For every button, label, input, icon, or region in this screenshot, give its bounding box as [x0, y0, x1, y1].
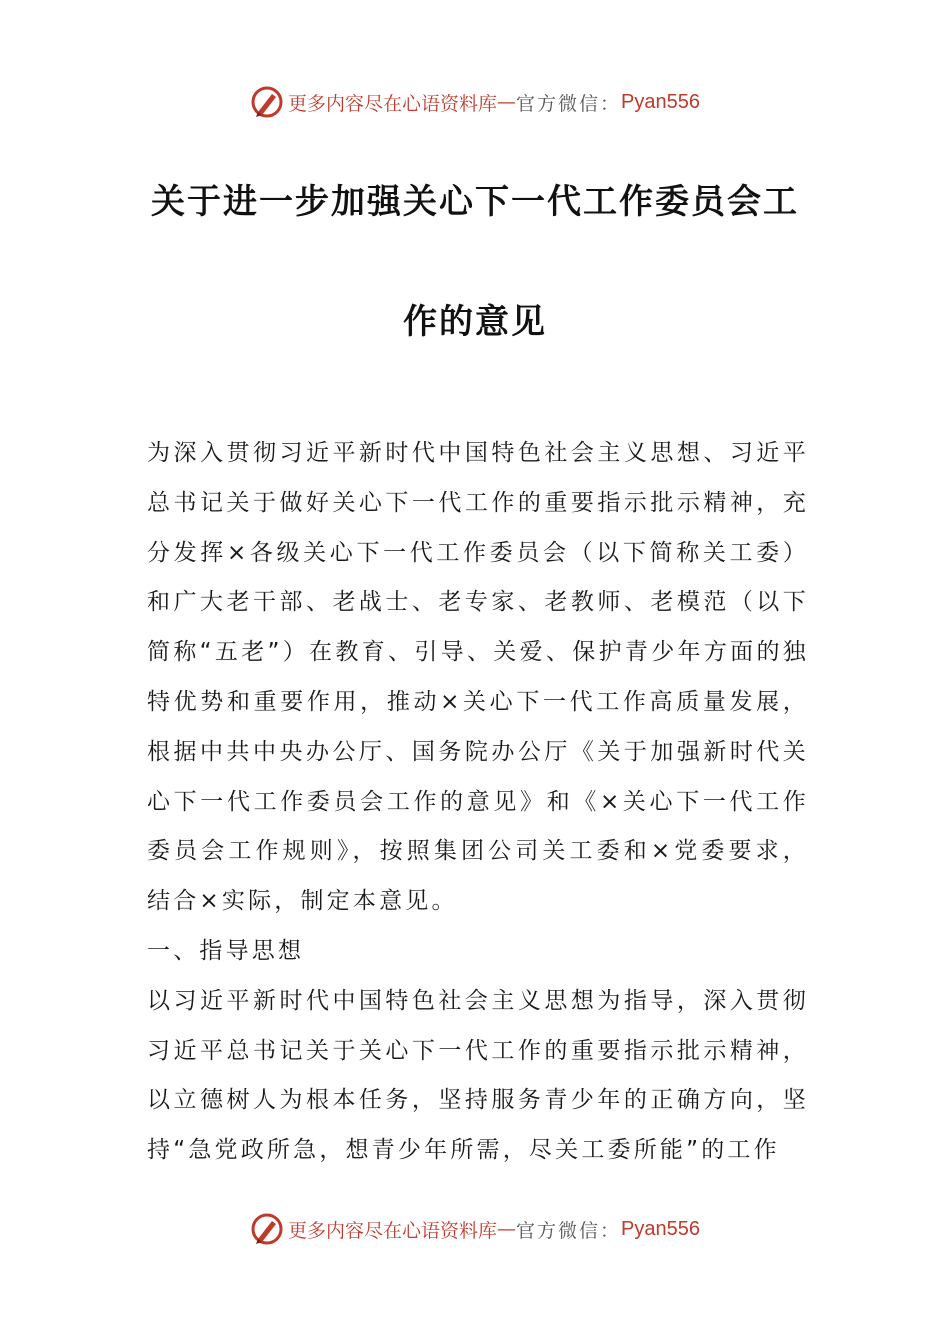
banner-official-label: 官方微信：: [516, 92, 622, 115]
banner-wechat-id: Pyan556: [621, 90, 700, 113]
footer-watermark-banner: [0, 1209, 950, 1249]
banner-dash: —: [497, 1218, 517, 1240]
pen-logo-icon: [250, 85, 284, 119]
banner-brand-text: 更多内容尽在心语资料库: [288, 92, 498, 115]
section-1-heading: 一、指导思想: [147, 937, 305, 964]
section-1-paragraph: 以习近平新时代中国特色社会主义思想为指导，深入贯彻习近平总书记关于关心下一代工作的重要指示批示精神，以立德树人为根本任务，坚持服务青少年的正确方向，坚持“急党政所急，想青少年所需，尽关工委所能”的工作: [147, 987, 809, 1164]
pen-logo-icon: [250, 1212, 284, 1246]
banner-dash: —: [497, 91, 517, 113]
banner-official-label: 官方微信：: [516, 1219, 622, 1242]
header-watermark-banner: [0, 82, 950, 122]
document-title-line-1: 关于进一步加强关心下一代工作委员会工: [151, 182, 799, 222]
banner-brand-text: 更多内容尽在心语资料库: [288, 1219, 498, 1242]
document-title-line-2: 作的意见: [403, 302, 547, 342]
document-body: [147, 429, 809, 1176]
banner-wechat-id: Pyan556: [621, 1217, 700, 1240]
intro-paragraph: 为深入贯彻习近平新时代中国特色社会主义思想、习近平总书记关于做好关心下一代工作的重要指示批示精神，充分发挥×各级关心下一代工作委员会（以下简称关工委）和广大老干部、老战士、老专家、老教师、老模范（以下简称“五老”）在教育、引导、关爱、保护青少年方面的独特优势和重要作用，推动×关心下一代工作高质量发展，根据中共中央办公厅、国务院办公厅《关于加强新时代关心下一代工作委员会工作的意见》和《×关心下一代工作委员会工作规则》，按照集团公司关工委和×党委要求，结合×实际，制定本意见。: [147, 440, 809, 915]
